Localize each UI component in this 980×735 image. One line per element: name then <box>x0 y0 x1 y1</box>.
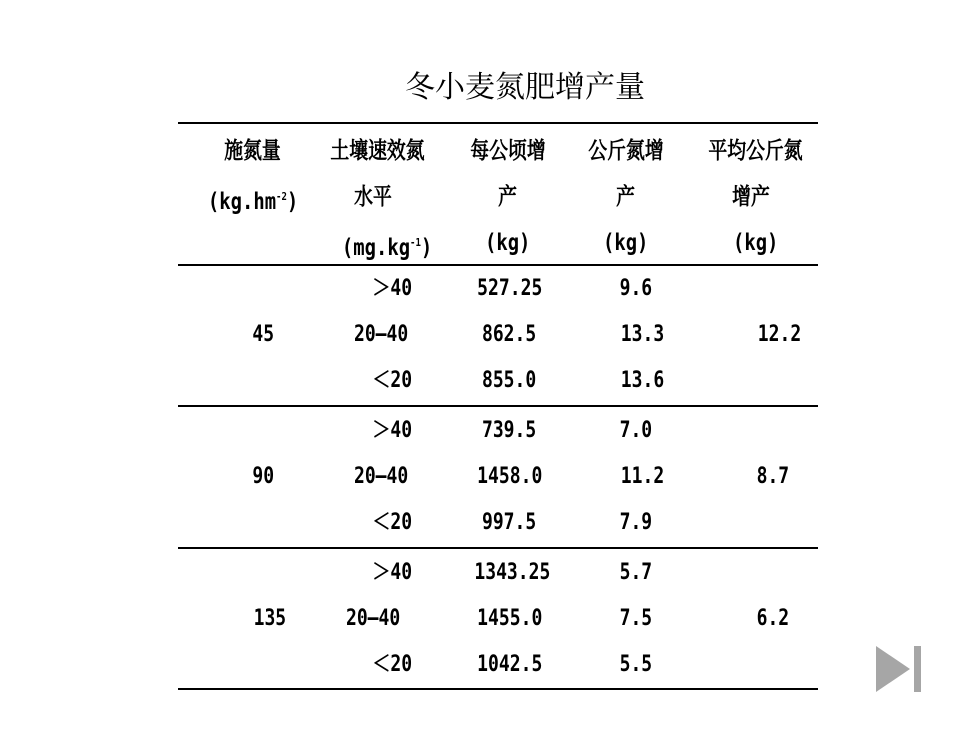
n-rate-cell: 135 <box>253 606 287 631</box>
yield-per-ha-cell: 1343.25 <box>474 560 551 585</box>
top-rule <box>178 122 818 124</box>
yield-per-kg-cell: 5.7 <box>619 560 653 585</box>
header-yield-per-kg: 公斤氮增 <box>588 138 664 164</box>
next-slide-button[interactable] <box>876 646 924 692</box>
header-nitrogen-rate: 施氮量 <box>224 138 281 164</box>
yield-per-kg-cell: 13.3 <box>620 322 665 347</box>
yield-per-kg-cell: 5.5 <box>619 652 653 677</box>
soil-level-cell: ＞40 <box>372 276 413 301</box>
soil-level-cell: ＞40 <box>372 418 413 443</box>
header-avg-yield-unit: (kg) <box>732 230 779 256</box>
yield-per-kg-cell: 7.0 <box>619 418 653 443</box>
yield-per-ha-cell: 527.25 <box>477 276 543 301</box>
yield-per-ha-cell: 1042.5 <box>477 652 543 677</box>
yield-per-kg-cell: 7.9 <box>619 510 653 535</box>
avg-yield-cell: 6.2 <box>756 606 790 631</box>
yield-per-kg-cell: 9.6 <box>619 276 653 301</box>
yield-per-ha-cell: 855.0 <box>481 368 537 393</box>
soil-level-cell: 20—40 <box>353 322 409 347</box>
soil-level-cell: 20—40 <box>345 606 401 631</box>
n-rate-cell: 45 <box>252 322 275 347</box>
avg-yield-cell: 12.2 <box>757 322 802 347</box>
yield-per-kg-cell: 7.5 <box>619 606 653 631</box>
next-slide-icon <box>876 646 924 692</box>
header-avg-yield: 平均公斤氮 <box>708 138 803 164</box>
header-avg-yield-l2: 增产 <box>732 184 770 210</box>
header-yield-per-kg-l2: 产 <box>616 184 635 210</box>
soil-level-cell: ＜20 <box>372 368 413 393</box>
header-yield-per-ha-unit: (kg) <box>484 230 531 256</box>
yield-per-kg-cell: 13.6 <box>620 368 665 393</box>
yield-per-ha-cell: 1458.0 <box>477 464 543 489</box>
yield-per-ha-cell: 997.5 <box>481 510 537 535</box>
soil-level-cell: ＞40 <box>372 560 413 585</box>
header-yield-per-ha-l2: 产 <box>498 184 517 210</box>
header-soil-n-level: 水平 <box>354 184 392 210</box>
header-nitrogen-rate-unit: $(kg.hm^{-2})$ <box>207 189 299 215</box>
avg-yield-cell: 8.7 <box>756 464 790 489</box>
table-title: 冬小麦氮肥增产量 <box>405 70 645 105</box>
header-soil-n-unit: $(mg.kg^{-1})$ <box>341 235 433 261</box>
yield-per-kg-cell: 11.2 <box>620 464 665 489</box>
header-yield-per-ha: 每公顷增 <box>470 138 546 164</box>
yield-per-ha-cell: 1455.0 <box>477 606 543 631</box>
bottom-rule <box>178 688 818 690</box>
soil-level-cell: ＜20 <box>372 510 413 535</box>
soil-level-cell: ＜20 <box>372 652 413 677</box>
group-rule <box>178 405 818 407</box>
soil-level-cell: 20—40 <box>353 464 409 489</box>
yield-per-ha-cell: 739.5 <box>481 418 537 443</box>
yield-per-ha-cell: 862.5 <box>481 322 537 347</box>
header-yield-per-kg-unit: (kg) <box>602 230 649 256</box>
header-soil-n: 土壤速效氮 <box>330 138 425 164</box>
group-rule <box>178 547 818 549</box>
n-rate-cell: 90 <box>252 464 275 489</box>
